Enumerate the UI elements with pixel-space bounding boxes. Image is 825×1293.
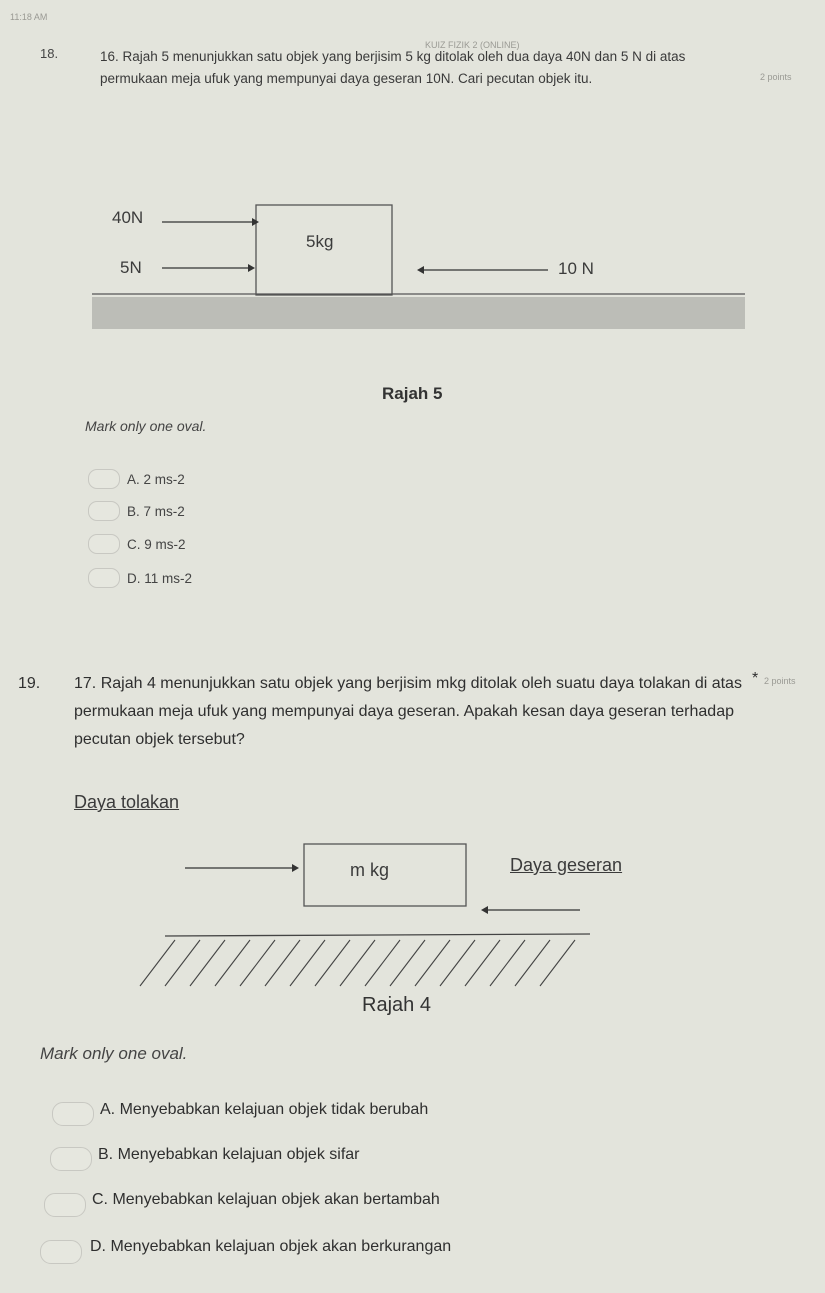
- option-label: A. 2 ms-2: [127, 472, 185, 487]
- radio-option-c[interactable]: [44, 1193, 86, 1217]
- option-label: B. 7 ms-2: [127, 504, 185, 519]
- option-label: D. 11 ms-2: [127, 571, 193, 586]
- points-label: 2 points: [764, 676, 796, 686]
- option-label: C. 9 ms-2: [127, 537, 186, 552]
- arrowhead-icon: [417, 266, 424, 274]
- table-surface: [165, 934, 590, 936]
- friction-force-label: Daya geseran: [510, 855, 623, 875]
- surface-hatching: [140, 940, 575, 986]
- question-text: 16. Rajah 5 menunjukkan satu objek yang berjisim 5 kg ditolak oleh dua daya 40N dan 5 N di atas permukaan meja ufuk yang mempunyai daya geseran 10N. Cari pecutan objek itu.: [100, 49, 686, 86]
- option-label: A. Menyebabkan kelajuan objek tidak berubah: [100, 1101, 429, 1118]
- radio-option-a[interactable]: [88, 469, 120, 489]
- radio-option-d[interactable]: [88, 568, 120, 588]
- question-number: 19.: [18, 675, 41, 692]
- diagram-rajah-4: [0, 830, 825, 1000]
- question-text: [74, 670, 744, 754]
- radio-option-b[interactable]: [88, 501, 120, 521]
- instruction: Mark only one oval.: [40, 1044, 188, 1063]
- mass-label: m kg: [350, 860, 390, 880]
- question-text-body: 17. Rajah 4 menunjukkan satu objek yang berjisim mkg ditolak oleh suatu daya tolakan di atas permukaan meja ufuk yang mempunyai daya geseran. Apakah kesan daya geseran terhadap pecutan objek tersebut?: [74, 675, 742, 748]
- force-label-40n: 40N: [112, 208, 144, 227]
- status-time: 11:18 AM: [10, 12, 48, 22]
- push-force-label: Daya tolakan: [74, 792, 180, 812]
- radio-option-a[interactable]: [52, 1102, 94, 1126]
- force-label-5n: 5N: [120, 258, 142, 277]
- option-label: D. Menyebabkan kelajuan objek akan berkurangan: [90, 1238, 452, 1255]
- quiz-title: KUIZ FIZIK 2 (ONLINE): [425, 40, 520, 50]
- radio-option-d[interactable]: [40, 1240, 82, 1264]
- table: [92, 297, 745, 329]
- option-label: C. Menyebabkan kelajuan objek akan bertambah: [92, 1191, 440, 1208]
- required-star: *: [752, 670, 759, 687]
- radio-option-b[interactable]: [50, 1147, 92, 1171]
- arrowhead-icon: [481, 906, 488, 914]
- figure-caption: Rajah 4: [362, 994, 431, 1016]
- question-number: 18.: [40, 46, 59, 61]
- arrowhead-icon: [248, 264, 255, 272]
- friction-label: 10 N: [558, 259, 594, 278]
- points-label: 2 points: [760, 72, 792, 82]
- arrowhead-icon: [292, 864, 299, 872]
- option-label: B. Menyebabkan kelajuan objek sifar: [98, 1146, 360, 1163]
- figure-caption: Rajah 5: [382, 384, 443, 403]
- mass-label: 5kg: [306, 232, 334, 251]
- radio-option-c[interactable]: [88, 534, 120, 554]
- instruction: Mark only one oval.: [85, 418, 207, 434]
